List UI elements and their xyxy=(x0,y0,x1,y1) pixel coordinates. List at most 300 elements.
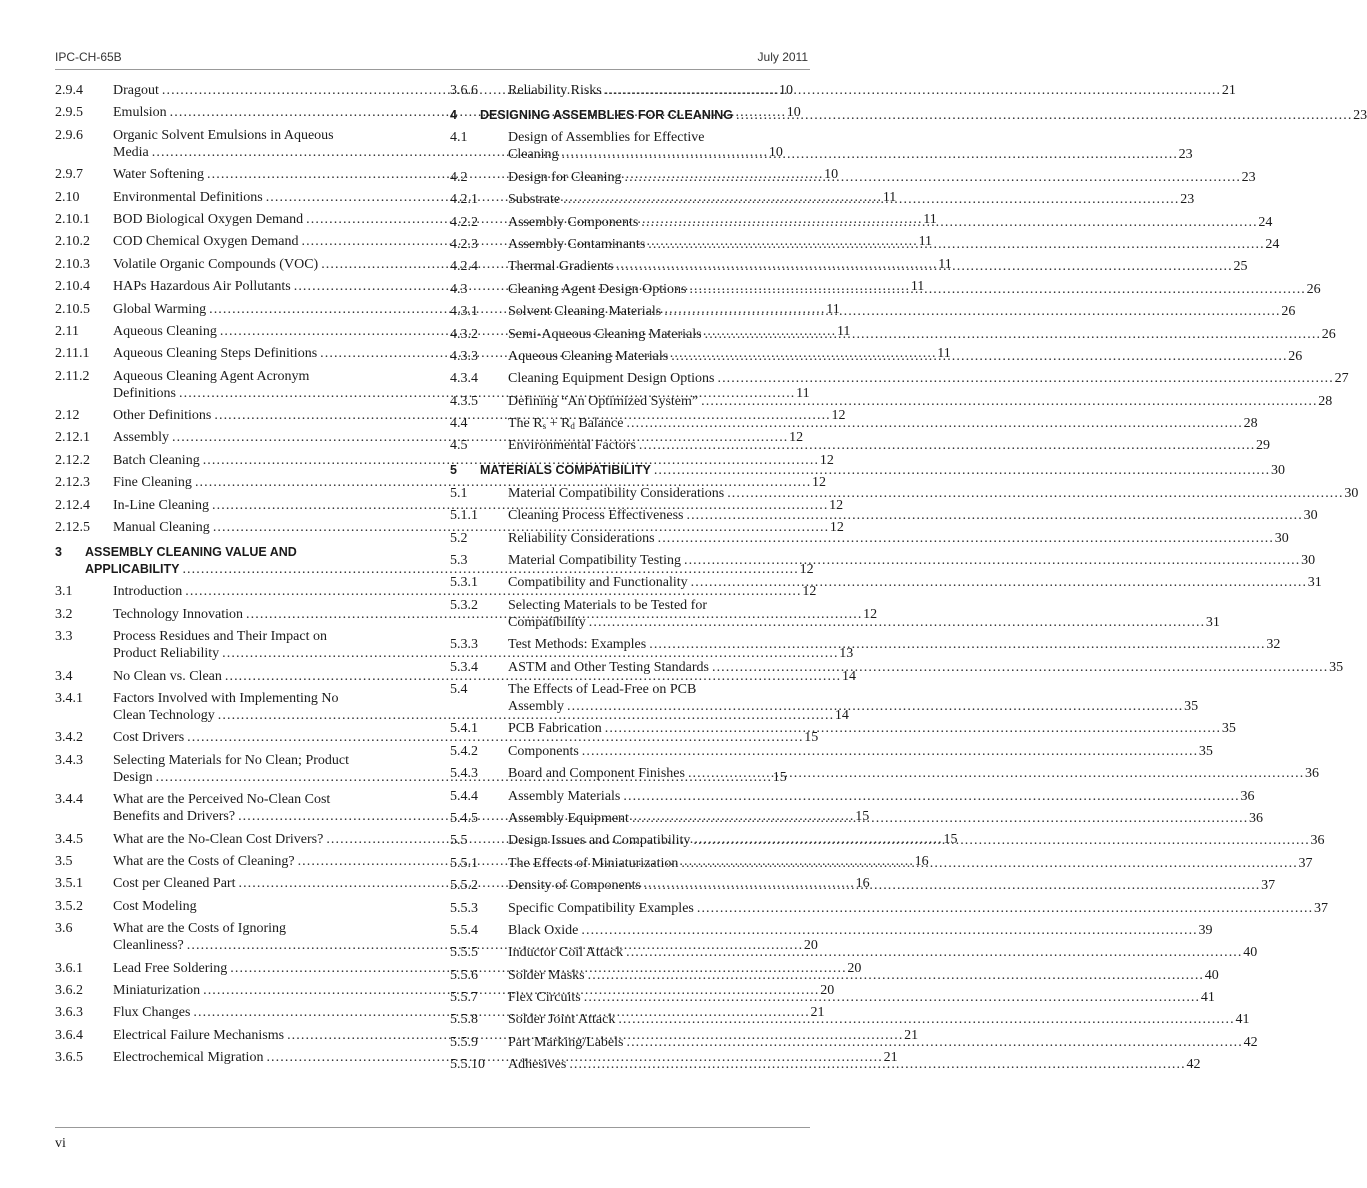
toc-title: Adhesives xyxy=(508,1057,567,1073)
toc-title: Cleanliness? xyxy=(113,938,184,954)
toc-section-number: 5.5.8 xyxy=(450,1012,478,1028)
toc-entry[interactable] xyxy=(55,474,827,491)
toc-section-number: 3.4.4 xyxy=(55,792,83,808)
toc-title: Aqueous Cleaning xyxy=(113,323,217,339)
toc-title: Components xyxy=(508,743,579,759)
toc-page-number: 12 xyxy=(829,497,844,513)
toc-title: Design Issues and Compatibility xyxy=(508,833,691,849)
toc-entry[interactable] xyxy=(450,129,1193,163)
toc-page-number: 11 xyxy=(918,234,933,250)
toc-section-number: 3.4.5 xyxy=(55,831,83,847)
toc-page-number: 24 xyxy=(1258,214,1273,230)
dot-leader xyxy=(569,1056,1183,1073)
dot-leader xyxy=(584,989,1198,1006)
toc-title-line xyxy=(508,1034,1258,1051)
toc-entry-body xyxy=(508,437,1270,454)
toc-entry-body xyxy=(508,1056,1200,1073)
toc-title-line xyxy=(508,1056,1200,1073)
toc-title: Benefits and Drivers? xyxy=(113,809,236,825)
toc-page-number: 15 xyxy=(943,831,958,847)
toc-entry[interactable] xyxy=(55,898,417,915)
toc-page-number: 39 xyxy=(1198,922,1213,938)
toc-title xyxy=(508,415,623,432)
dot-leader xyxy=(644,877,1258,894)
toc-title: Dragout xyxy=(113,83,159,98)
dot-leader xyxy=(712,659,1326,676)
toc-entry[interactable] xyxy=(450,743,1213,760)
toc-title: Part Marking/Labels xyxy=(508,1034,624,1050)
toc-title-line xyxy=(508,303,1295,320)
toc-section-number: 4.3.1 xyxy=(450,304,478,320)
toc-page-number: 11 xyxy=(826,301,840,317)
toc-title: Technology Innovation xyxy=(113,606,244,622)
dot-leader xyxy=(658,530,1272,547)
toc-title: Cleaning xyxy=(508,147,559,163)
toc-chapter-entry[interactable] xyxy=(450,462,1285,479)
toc-title-line xyxy=(508,1011,1249,1028)
toc-entry[interactable] xyxy=(450,574,1322,591)
toc-title: The Effects of Miniaturization xyxy=(508,855,679,871)
toc-entry[interactable] xyxy=(450,900,1328,917)
toc-entry-body xyxy=(508,169,1256,186)
toc-title: Media xyxy=(113,144,149,160)
toc-page-number: 21 xyxy=(810,1005,825,1021)
toc-title-line xyxy=(508,415,1258,432)
toc-section-number: 4.1 xyxy=(450,130,468,146)
toc-section-number: 4 xyxy=(450,108,457,122)
toc-section-number: 2.11 xyxy=(55,323,79,339)
toc-section-number: 2.9.4 xyxy=(55,83,83,98)
toc-title: Black Oxide xyxy=(508,922,579,938)
toc-entry-body xyxy=(113,898,417,915)
toc-page-number: 31 xyxy=(1307,575,1322,591)
toc-section-number: 5.4.1 xyxy=(450,721,478,737)
toc-page-number: 35 xyxy=(1329,659,1344,675)
toc-section-number: 2.10.2 xyxy=(55,234,90,250)
toc-section-number: 4.4 xyxy=(450,416,468,432)
toc-entry-body xyxy=(508,348,1302,365)
toc-title-line xyxy=(508,326,1336,343)
toc-page-number: 13 xyxy=(839,646,854,662)
toc-title: Flex Circuits xyxy=(508,990,581,1006)
toc-page-number: 28 xyxy=(1243,416,1258,432)
toc-entry-body xyxy=(508,900,1328,917)
toc-title-line xyxy=(508,659,1343,676)
dot-leader xyxy=(693,832,1307,849)
running-header-date: July 2011 xyxy=(757,50,808,64)
toc-title-subscript: d xyxy=(570,421,575,432)
toc-title-line xyxy=(480,107,1367,124)
toc-section-number: 2.10.4 xyxy=(55,279,90,295)
toc-title: Assembly Equipment xyxy=(508,810,629,826)
toc-page-number: 21 xyxy=(1221,83,1236,98)
toc-section-number: 3.4.3 xyxy=(55,752,83,768)
toc-section-number: 4.3.4 xyxy=(450,371,478,387)
toc-section-number: 5.4.3 xyxy=(450,766,478,782)
toc-title-line xyxy=(508,437,1270,454)
toc-section-number: 4.2.2 xyxy=(450,214,478,230)
toc-page-number: 24 xyxy=(1265,236,1280,252)
toc-page-number: 35 xyxy=(1221,721,1236,737)
toc-page-number: 30 xyxy=(1344,485,1359,501)
toc-title: COD Chemical Oxygen Demand xyxy=(113,234,299,250)
toc-page-number: 15 xyxy=(772,769,787,785)
toc-section-number: 2.12.2 xyxy=(55,452,90,468)
toc-title: Cleaning Process Effectiveness xyxy=(508,508,684,524)
toc-page-number: 11 xyxy=(836,323,851,339)
toc-title: Volatile Organic Compounds (VOC) xyxy=(113,256,319,272)
toc-entry[interactable] xyxy=(55,668,856,685)
toc-page-number: 11 xyxy=(796,385,810,401)
toc-section-number: 2.12 xyxy=(55,408,80,424)
toc-page-number: 26 xyxy=(1321,326,1336,342)
toc-entry-body xyxy=(508,944,1257,961)
toc-entry-body xyxy=(508,191,1194,208)
header-rule xyxy=(55,69,810,70)
toc-title-line xyxy=(508,720,1236,737)
toc-title-line xyxy=(508,507,1318,524)
toc-entry[interactable] xyxy=(55,452,834,469)
toc-section-number: 2.11.1 xyxy=(55,346,90,362)
toc-entry[interactable] xyxy=(450,922,1213,939)
toc-entry-body xyxy=(508,788,1254,805)
toc-title: Aqueous Cleaning Materials xyxy=(508,348,669,364)
toc-title-line xyxy=(508,810,1263,827)
toc-page-number: 40 xyxy=(1243,945,1258,961)
toc-title: Density of Components xyxy=(508,878,641,894)
toc-section-number: 5.5.1 xyxy=(450,855,478,871)
toc-title: Cost per Cleaned Part xyxy=(113,876,236,892)
toc-title: ASSEMBLY CLEANING VALUE AND xyxy=(85,545,297,560)
toc-section-number: 4.3.5 xyxy=(450,393,478,409)
toc-page-number: 16 xyxy=(914,853,929,869)
toc-page-number: 10 xyxy=(779,83,793,98)
toc-page-number: 10 xyxy=(768,144,783,160)
toc-page-number: 14 xyxy=(841,668,856,684)
toc-page-number: 21 xyxy=(883,1050,898,1066)
toc-page-number: 20 xyxy=(847,960,862,976)
toc-entry-body xyxy=(508,214,1272,231)
toc-page-number: 12 xyxy=(799,562,814,578)
toc-section-number: 5.2 xyxy=(450,530,468,546)
toc-title: Semi-Aqueous Cleaning Materials xyxy=(508,326,702,342)
toc-section-number: 2.9.6 xyxy=(55,127,83,143)
toc-title: Emulsion xyxy=(113,105,167,121)
toc-title: In-Line Cleaning xyxy=(113,497,210,513)
toc-title: Batch Cleaning xyxy=(113,452,200,468)
toc-entry[interactable] xyxy=(450,720,1236,737)
toc-section-number: 3.5.2 xyxy=(55,898,83,914)
toc-section-number: 3.3 xyxy=(55,629,73,645)
toc-page-number: 12 xyxy=(789,430,804,446)
toc-section-number: 3.5.1 xyxy=(55,876,83,892)
toc-title-line xyxy=(508,944,1257,961)
toc-title: Clean Technology xyxy=(113,707,215,723)
toc-chapter-entry[interactable] xyxy=(450,107,1367,124)
dot-leader xyxy=(705,326,1319,343)
toc-title: Assembly xyxy=(508,698,564,714)
toc-title-line xyxy=(508,236,1279,253)
toc-title: HAPs Hazardous Air Pollutants xyxy=(113,279,291,295)
toc-entry-body xyxy=(508,810,1263,827)
toc-entry[interactable] xyxy=(450,437,1271,454)
toc-title: Assembly Materials xyxy=(508,788,621,804)
toc-title: Design xyxy=(113,769,153,785)
toc-title: APPLICABILITY xyxy=(85,562,180,577)
toc-entry-body xyxy=(508,743,1213,760)
dot-leader xyxy=(581,922,1195,939)
toc-page-number: 11 xyxy=(938,256,952,272)
toc-section-number: 5 xyxy=(450,463,457,478)
toc-page-number: 12 xyxy=(802,584,817,600)
toc-section-number: 4.2.1 xyxy=(450,192,478,208)
toc-section-number: 3.6.4 xyxy=(55,1027,83,1043)
toc-entry-body xyxy=(508,370,1349,387)
toc-entry-body xyxy=(508,855,1313,872)
toc-section-number: 5.5.9 xyxy=(450,1034,478,1050)
toc-section-number: 2.9.5 xyxy=(55,105,83,121)
toc-page-number: 41 xyxy=(1235,1012,1250,1028)
toc-title: Cleaning Equipment Design Options xyxy=(508,371,715,387)
toc-section-number: 5.3.1 xyxy=(450,575,478,591)
toc-title: Compatibility and Functionality xyxy=(508,575,688,591)
toc-title: Reliability Risks xyxy=(508,83,602,98)
toc-entry-body xyxy=(508,681,1198,715)
toc-title-line xyxy=(508,698,1198,715)
toc-title: No Clean vs. Clean xyxy=(113,668,222,684)
toc-entry-body xyxy=(508,832,1325,849)
dot-leader xyxy=(623,788,1237,805)
toc-entry[interactable] xyxy=(450,507,1318,524)
toc-page-number: 23 xyxy=(1180,192,1195,208)
toc-title-part: + R xyxy=(546,416,571,432)
toc-title: Environmental Definitions xyxy=(113,189,263,205)
toc-entry-body xyxy=(508,877,1275,894)
toc-title: Compatibility xyxy=(508,614,586,630)
dot-leader xyxy=(639,437,1253,454)
toc-entry-body xyxy=(508,507,1318,524)
dot-leader xyxy=(563,191,1177,208)
toc-entry[interactable] xyxy=(55,519,844,536)
toc-entry-body xyxy=(508,393,1332,410)
toc-section-number: 3.6.6 xyxy=(450,83,478,98)
toc-page-number: 11 xyxy=(882,189,897,205)
toc-title-line xyxy=(508,989,1215,1006)
dot-leader xyxy=(582,743,1196,760)
dot-leader xyxy=(654,462,1268,479)
toc-page-number: 30 xyxy=(1274,530,1289,546)
toc-section-number: 4.3 xyxy=(450,281,468,297)
toc-page-number: 30 xyxy=(1303,508,1318,524)
toc-section-number: 3.6.1 xyxy=(55,960,83,976)
toc-entry-body xyxy=(508,597,1220,631)
dot-leader xyxy=(649,636,1263,653)
toc-section-number: 5.5 xyxy=(450,833,468,849)
toc-page-number: 37 xyxy=(1298,855,1313,871)
toc-title-line xyxy=(508,636,1280,653)
dot-leader xyxy=(736,107,1350,124)
toc-entry-body xyxy=(508,415,1258,432)
toc-page-number: 12 xyxy=(812,475,827,491)
toc-title: Lead Free Soldering xyxy=(113,960,228,976)
toc-page-number: 36 xyxy=(1305,766,1320,782)
toc-title: Electrical Failure Mechanisms xyxy=(113,1027,285,1043)
dot-leader xyxy=(686,507,1300,524)
toc-page-number: 23 xyxy=(1178,147,1193,163)
toc-entry[interactable] xyxy=(450,370,1349,387)
dot-leader xyxy=(717,370,1331,387)
toc-page-number: 32 xyxy=(1266,637,1281,653)
toc-title-line xyxy=(508,552,1315,569)
toc-page-number: 20 xyxy=(820,982,835,998)
toc-title-line xyxy=(508,214,1272,231)
toc-section-number: 3.6.3 xyxy=(55,1005,83,1021)
toc-section-number: 5.4.5 xyxy=(450,810,478,826)
toc-title: MATERIALS COMPATIBILITY xyxy=(480,463,651,478)
toc-entry-body xyxy=(508,967,1219,984)
toc-title-line xyxy=(508,900,1328,917)
toc-title: Factors Involved with Implementing No xyxy=(113,690,339,706)
toc-entry[interactable] xyxy=(450,82,1236,99)
toc-section-number: 5.3 xyxy=(450,553,468,569)
toc-title-line xyxy=(113,898,417,915)
toc-title-line xyxy=(508,348,1302,365)
toc-page-number: 11 xyxy=(923,211,937,227)
toc-section-number: 5.4.2 xyxy=(450,743,478,759)
toc-title: Inductor Coil Attack xyxy=(508,945,624,961)
toc-section-number: 3.6.5 xyxy=(55,1050,83,1066)
dot-leader xyxy=(664,303,1278,320)
toc-entry-body xyxy=(508,552,1315,569)
toc-title: Definitions xyxy=(113,385,176,401)
toc-entry[interactable] xyxy=(450,393,1333,410)
toc-entry[interactable] xyxy=(450,530,1289,547)
toc-title: Aqueous Cleaning Agent Acronym xyxy=(113,368,310,384)
toc-title: Product Reliability xyxy=(113,646,220,662)
toc-entry[interactable] xyxy=(55,497,844,514)
dot-leader xyxy=(632,810,1246,827)
toc-section-number: 2.10 xyxy=(55,189,80,205)
toc-entry-body xyxy=(508,326,1336,343)
toc-section-number: 3.4 xyxy=(55,668,73,684)
toc-title-line xyxy=(508,370,1349,387)
toc-page-number: 23 xyxy=(1353,108,1367,123)
dot-leader xyxy=(618,1011,1232,1028)
toc-title: Test Methods: Examples xyxy=(508,637,647,653)
toc-title-line xyxy=(508,681,1198,698)
toc-entry[interactable] xyxy=(450,552,1316,569)
toc-title: BOD Biological Oxygen Demand xyxy=(113,211,304,227)
dot-leader xyxy=(691,574,1305,591)
toc-page-number: 10 xyxy=(786,105,801,121)
toc-page-number: 42 xyxy=(1186,1057,1201,1073)
toc-section-number: 2.10.3 xyxy=(55,256,90,272)
toc-page-number: 26 xyxy=(1306,281,1321,297)
toc-title-part: The R xyxy=(508,416,543,432)
dot-leader xyxy=(671,348,1285,365)
toc-title: Assembly xyxy=(113,430,169,446)
dot-leader xyxy=(625,169,1239,186)
toc-title: Material Compatibility Considerations xyxy=(508,485,725,501)
toc-page-number: 36 xyxy=(1240,788,1255,804)
toc-section-number: 4.3.2 xyxy=(450,326,478,342)
dot-leader xyxy=(697,900,1311,917)
page-folio: vi xyxy=(55,1136,66,1151)
dot-leader xyxy=(605,82,1219,99)
toc-title: Selecting Materials for No Clean; Product xyxy=(113,752,349,768)
dot-leader xyxy=(701,393,1315,410)
toc-page-number: 28 xyxy=(1318,393,1333,409)
toc-title: Manual Cleaning xyxy=(113,520,210,536)
toc-title: Electrochemical Migration xyxy=(113,1050,264,1066)
toc-section-number: 2.12.5 xyxy=(55,520,90,536)
toc-entry-body xyxy=(508,922,1212,939)
toc-section-number: 2.10.1 xyxy=(55,211,90,227)
toc-entry-body xyxy=(480,462,1285,479)
toc-entry-body xyxy=(508,303,1295,320)
toc-title: Environmental Factors xyxy=(508,438,636,454)
toc-title: What are the Perceived No-Clean Cost xyxy=(113,792,331,808)
toc-entry-body xyxy=(508,82,1236,99)
toc-title-line xyxy=(508,967,1219,984)
toc-section-number: 5.5.5 xyxy=(450,945,478,961)
toc-title: Substrate xyxy=(508,192,561,208)
toc-section-number: 3.6 xyxy=(55,921,73,937)
toc-title: Defining “An Optimized System” xyxy=(508,393,699,409)
toc-title-line xyxy=(480,462,1285,479)
toc-section-number: 5.5.4 xyxy=(450,922,478,938)
toc-section-number: 3.2 xyxy=(55,606,73,622)
toc-page-number: 12 xyxy=(819,452,834,468)
toc-entry[interactable] xyxy=(450,636,1281,653)
toc-page-number: 29 xyxy=(1256,438,1271,454)
toc-title-line xyxy=(508,258,1247,275)
toc-page-number: 12 xyxy=(829,520,844,536)
toc-title: The Effects of Lead-Free on PCB xyxy=(508,681,697,697)
toc-title: Specific Compatibility Examples xyxy=(508,900,694,916)
toc-page-number: 16 xyxy=(855,876,870,892)
toc-section-number: 5.5.10 xyxy=(450,1057,485,1073)
toc-title-line xyxy=(508,146,1193,163)
toc-page-number: 11 xyxy=(937,346,951,362)
toc-page-number: 30 xyxy=(1270,463,1285,479)
toc-entry-body xyxy=(508,485,1358,502)
toc-section-number: 3.5 xyxy=(55,853,73,869)
toc-page-number: 35 xyxy=(1184,698,1199,714)
toc-title-line xyxy=(508,485,1358,502)
toc-entry[interactable] xyxy=(450,485,1359,502)
toc-entry[interactable] xyxy=(450,765,1320,782)
toc-page-number: 37 xyxy=(1313,900,1328,916)
toc-title-line xyxy=(508,574,1322,591)
toc-page-number: 12 xyxy=(863,606,878,622)
toc-entry-body xyxy=(508,236,1279,253)
toc-page-number: 14 xyxy=(834,707,849,723)
toc-entry[interactable] xyxy=(450,788,1255,805)
toc-section-number: 3.1 xyxy=(55,584,73,600)
toc-entry-body xyxy=(508,530,1289,547)
toc-title: Design for Cleaning xyxy=(508,169,622,185)
toc-section-number: 4.3.3 xyxy=(450,348,478,364)
toc-page-number: 42 xyxy=(1243,1034,1258,1050)
toc-section-number: 4.2 xyxy=(450,169,468,185)
toc-section-number: 2.11.2 xyxy=(55,368,90,384)
toc-section-number: 4.2.4 xyxy=(450,259,478,275)
dot-leader xyxy=(688,765,1302,782)
toc-title: Other Definitions xyxy=(113,408,212,424)
toc-title: Assembly Components xyxy=(508,214,639,230)
toc-title: Material Compatibility Testing xyxy=(508,553,681,569)
